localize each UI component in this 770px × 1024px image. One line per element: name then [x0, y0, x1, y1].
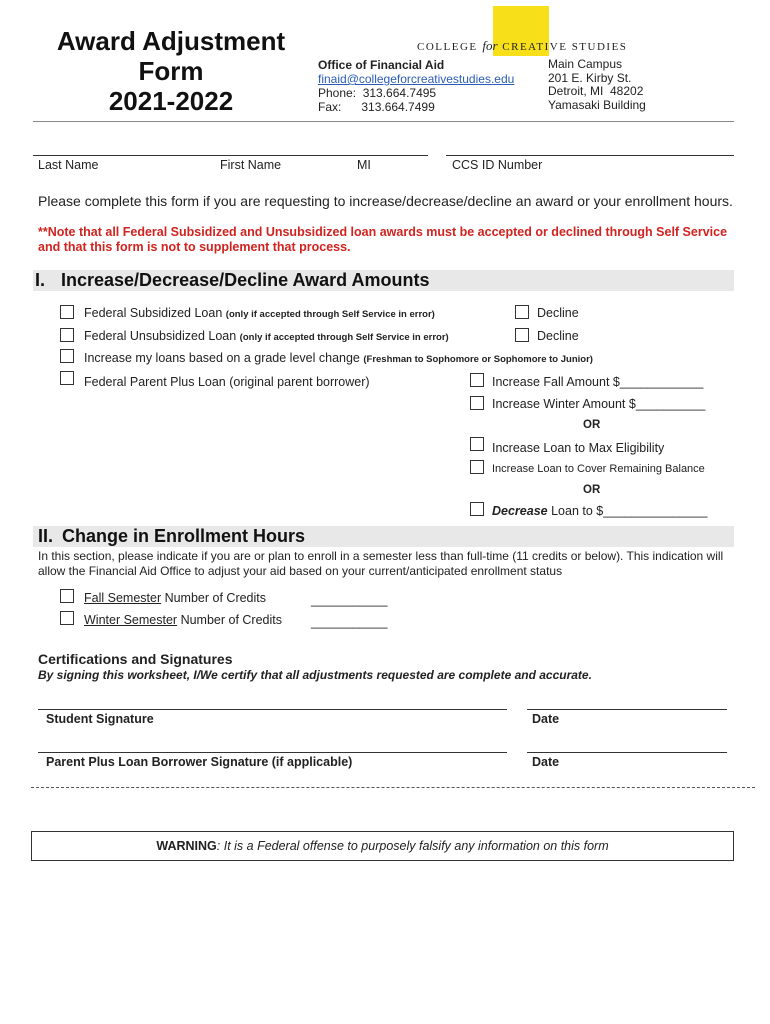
section-2-description: In this section, please indicate if you are or plan to enroll in a semester less than full-time (11 credits or below). This indication will allow the Financial Aid Office to adjust your aid based on your current/anticipated enrollment status [38, 549, 724, 578]
section-1-title: Increase/Decrease/Decline Award Amounts [61, 270, 430, 290]
parent-date-label: Date [532, 755, 560, 769]
unsubsidized-loan-checkbox[interactable] [60, 328, 74, 342]
warning-label: WARNING [156, 839, 217, 853]
title-line-3: 2021-2022 [108, 86, 234, 116]
increase-fall-checkbox[interactable] [470, 373, 484, 387]
grade-level-checkbox[interactable] [60, 349, 74, 363]
campus-address [548, 58, 646, 112]
cut-line [31, 787, 755, 788]
campus-line-4: Yamasaki Building [548, 97, 646, 112]
increase-winter-checkbox[interactable] [470, 396, 484, 410]
winter-semester-label: Winter Semester Number of Credits [84, 613, 282, 627]
student-date-label: Date [532, 712, 560, 726]
subsidized-loan-label: Federal Subsidized Loan (only if accepted through Self Service in error) [84, 306, 435, 320]
office-contact [318, 58, 514, 114]
parent-signature-line[interactable] [38, 752, 507, 753]
logo-word-college: COLLEGE [417, 41, 478, 53]
form-title [40, 26, 302, 116]
certification-statement: By signing this worksheet, I/We certify that all adjustments requested are complete and accurate. [38, 668, 592, 682]
logo-word-for: for [482, 38, 498, 53]
college-logo-text [417, 38, 627, 54]
student-signature-label: Student Signature [46, 712, 154, 726]
decline-unsubsidized-checkbox[interactable] [515, 328, 529, 342]
student-date-line[interactable] [527, 709, 727, 710]
or-separator-2: OR [583, 484, 601, 496]
remaining-balance-label: Increase Loan to Cover Remaining Balance [492, 463, 705, 475]
office-name: Office of Financial Aid [318, 58, 445, 72]
decline-subsidized-label: Decline [537, 306, 579, 320]
unsubsidized-loan-label: Federal Unsubsidized Loan (only if accepted through Self Service in error) [84, 329, 449, 343]
increase-fall-label: Increase Fall Amount $____________ [492, 375, 704, 389]
campus-line-3: Detroit, MI 48202 [548, 84, 644, 98]
section-2-numeral: II. [38, 526, 54, 546]
fall-semester-checkbox[interactable] [60, 589, 74, 603]
office-email-link[interactable]: finaid@collegeforcreativestudies.edu [318, 72, 515, 86]
title-line-2: Form [138, 56, 204, 86]
subsidized-loan-checkbox[interactable] [60, 305, 74, 319]
name-field-line[interactable] [33, 155, 428, 156]
parent-date-line[interactable] [527, 752, 727, 753]
header-divider [33, 121, 734, 122]
last-name-label: Last Name [38, 158, 99, 172]
remaining-balance-checkbox[interactable] [470, 460, 484, 474]
ccs-id-field-line[interactable] [446, 155, 734, 156]
winter-semester-checkbox[interactable] [60, 611, 74, 625]
fall-semester-label: Fall Semester Number of Credits [84, 591, 267, 605]
fall-credits-blank[interactable]: ___________ [311, 593, 388, 607]
warning-box [31, 831, 734, 861]
warning-text: : It is a Federal offense to purposely falsify any information on this form [216, 839, 609, 853]
parent-plus-label: Federal Parent Plus Loan (original parent borrower) [84, 375, 370, 389]
section-2-title: Change in Enrollment Hours [62, 526, 306, 546]
logo-word-creative-studies: CREATIVE STUDIES [502, 41, 628, 53]
title-line-1: Award Adjustment [56, 26, 286, 56]
max-eligibility-label: Increase Loan to Max Eligibility [492, 441, 665, 455]
increase-winter-label: Increase Winter Amount $__________ [492, 397, 706, 411]
office-fax: Fax: 313.664.7499 [318, 100, 435, 114]
parent-signature-label: Parent Plus Loan Borrower Signature (if applicable) [46, 755, 353, 769]
intro-text: Please complete this form if you are requesting to increase/decrease/decline an award or your enrollment hours. [38, 193, 733, 209]
or-separator-1: OR [583, 419, 601, 431]
decline-unsubsidized-label: Decline [537, 329, 579, 343]
ccs-id-label: CCS ID Number [452, 158, 543, 172]
max-eligibility-checkbox[interactable] [470, 437, 484, 451]
self-service-note: **Note that all Federal Subsidized and Unsubsidized loan awards must be accepted or declined through Self Service and that this form is not to supplement that process. [38, 225, 728, 254]
decline-subsidized-checkbox[interactable] [515, 305, 529, 319]
mi-label: MI [357, 158, 371, 172]
campus-line-2: 201 E. Kirby St. [548, 70, 632, 85]
decrease-loan-checkbox[interactable] [470, 502, 484, 516]
winter-credits-blank[interactable]: ___________ [311, 615, 388, 629]
section-1-numeral: I. [35, 270, 46, 290]
parent-plus-checkbox[interactable] [60, 371, 74, 385]
decrease-loan-label: Decrease Loan to $_______________ [492, 504, 708, 518]
grade-level-label: Increase my loans based on a grade level change (Freshman to Sophomore or Sophomore to Junior) [84, 351, 593, 365]
office-phone: Phone: 313.664.7495 [318, 86, 437, 100]
student-signature-line[interactable] [38, 709, 507, 710]
first-name-label: First Name [220, 158, 282, 172]
certification-title: Certifications and Signatures [38, 651, 233, 667]
campus-line-1: Main Campus [548, 57, 623, 71]
